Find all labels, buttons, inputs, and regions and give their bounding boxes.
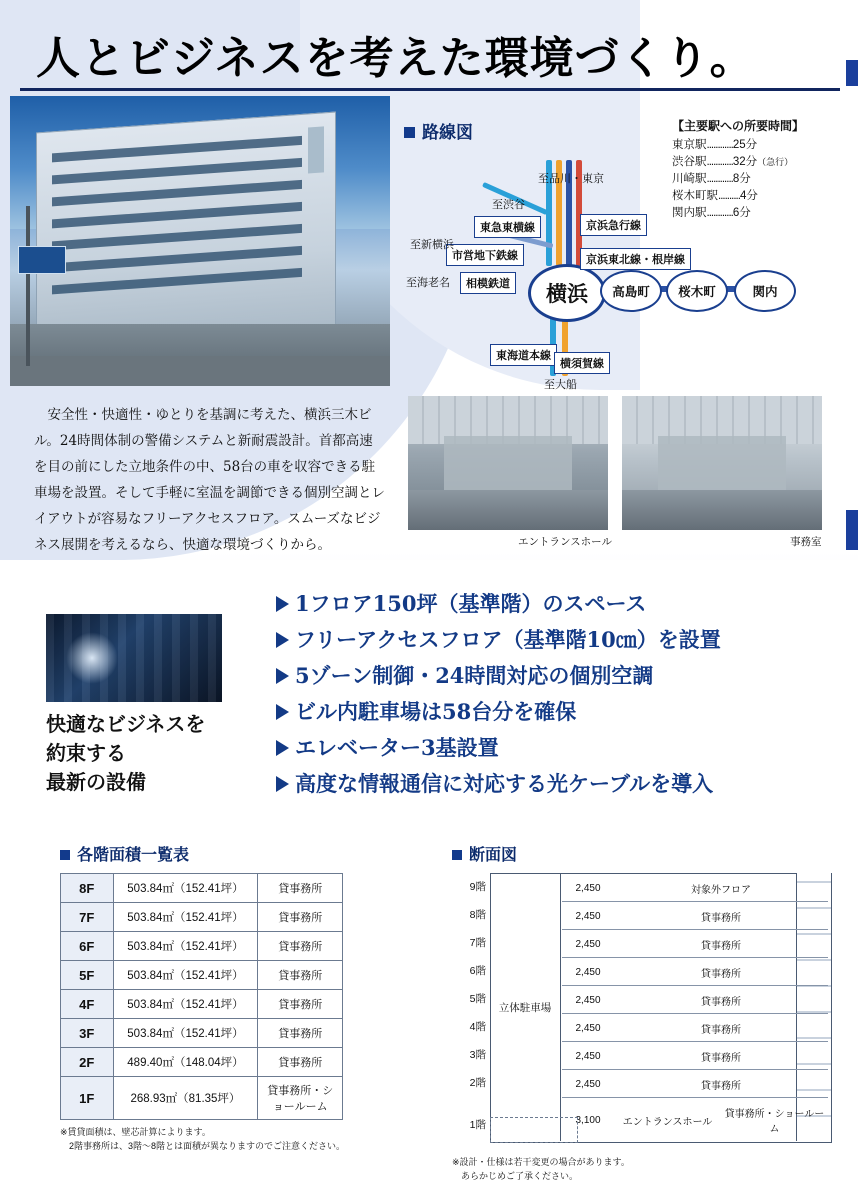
floor-label: 4階 xyxy=(469,1021,486,1033)
section-diagram xyxy=(452,873,842,1151)
features-heading-line1: 快適なビジネスを xyxy=(46,712,206,736)
floor-use: 貸事務所 xyxy=(701,968,741,980)
section-diagram-title: 断面図 xyxy=(452,842,844,865)
direction-shinagawa-tokyo: 至品川・東京 xyxy=(538,173,604,185)
area-cell: 503.84㎡（152.41坪） xyxy=(113,990,258,1019)
floor-label: 5階 xyxy=(469,993,486,1005)
use-cell: 貸事務所 xyxy=(258,1048,343,1077)
floor-surface xyxy=(408,490,608,530)
features-heading-line3: 最新の設備 xyxy=(46,770,146,794)
floor-cell: 2F xyxy=(61,1048,114,1077)
edge-mark-top xyxy=(846,60,858,86)
feature-item-label: フリーアクセスフロア（基準階10㎝）を設置 xyxy=(295,627,721,652)
floor-use: 貸事務所 xyxy=(701,940,741,952)
floor-height: 3,100 xyxy=(575,1114,601,1126)
floor-use: 貸事務所 xyxy=(701,912,741,924)
floor-cell: 5F xyxy=(61,961,114,990)
section-floor-row xyxy=(562,1015,828,1042)
floor-height: 2,450 xyxy=(575,1022,601,1034)
feature-item xyxy=(276,698,846,726)
building-exterior-photo xyxy=(10,96,390,386)
utility-pole xyxy=(26,206,30,366)
floor-cell: 1F xyxy=(61,1077,114,1120)
features-heading-line2: 約束する xyxy=(46,741,126,765)
line-label-city-subway: 市営地下鉄線 xyxy=(446,244,524,266)
use-cell: 貸事務所 xyxy=(258,990,343,1019)
triangle-bullet-icon xyxy=(276,632,289,648)
triangle-bullet-icon xyxy=(276,776,289,792)
section-floor-row xyxy=(562,959,828,986)
use-cell: 貸事務所 xyxy=(258,932,343,961)
page-title: 人とビジネスを考えた環境づくり。 xyxy=(36,33,755,84)
area-cell: 268.93㎡（81.35坪） xyxy=(113,1077,258,1120)
road xyxy=(10,356,390,386)
line-label-tokyu-toyoko: 東急東横線 xyxy=(474,216,541,238)
feature-item xyxy=(276,662,846,690)
entrance-hall-caption: エントランスホール xyxy=(518,536,612,548)
floor-area-note-2: 2階事務所は、3階〜8階とは面積が異なりますのでご注意ください。 xyxy=(60,1141,346,1151)
floor-height: 2,450 xyxy=(575,882,601,894)
route-map-title: 路線図 xyxy=(404,118,850,143)
table-row xyxy=(61,903,343,932)
section-floor-row xyxy=(562,1043,828,1070)
floor-use-secondary: 貸事務所・ショールーム xyxy=(724,1109,825,1135)
station-yokohama: 横浜 xyxy=(528,264,606,322)
floor-label: 7階 xyxy=(469,937,486,949)
feature-item-label: 1フロア150坪（基準階）のスペース xyxy=(295,591,647,616)
triangle-bullet-icon xyxy=(276,704,289,720)
area-cell: 503.84㎡（152.41坪） xyxy=(113,874,258,903)
use-cell: 貸事務所・ショールーム xyxy=(258,1077,343,1120)
station-sakuragicho: 桜木町 xyxy=(666,270,728,312)
travel-times-title: 【主要駅への所要時間】 xyxy=(672,119,805,133)
use-cell: 貸事務所 xyxy=(258,961,343,990)
floor-area-note-1: ※賃貸面積は、壁芯計算によります。 xyxy=(60,1127,211,1137)
area-cell: 503.84㎡（152.41坪） xyxy=(113,932,258,961)
bullet-square-icon xyxy=(60,850,70,860)
floor-surface xyxy=(622,490,822,530)
travel-time-row: 関内駅............6分 xyxy=(672,207,751,219)
floor-cell: 4F xyxy=(61,990,114,1019)
travel-time-row: 桜木町駅..........4分 xyxy=(672,190,758,202)
station-kannai: 関内 xyxy=(734,270,796,312)
floor-height: 2,450 xyxy=(575,1078,601,1090)
use-cell: 貸事務所 xyxy=(258,874,343,903)
floor-label: 3階 xyxy=(469,1049,486,1061)
feature-item xyxy=(276,770,846,798)
travel-time-row: 渋谷駅............32分（急行） xyxy=(672,156,794,168)
building-sign xyxy=(18,246,66,274)
foundation-outline xyxy=(490,1117,578,1143)
triangle-bullet-icon xyxy=(276,668,289,684)
area-cell: 489.40㎡（148.04坪） xyxy=(113,1048,258,1077)
floor-height: 2,450 xyxy=(575,1050,601,1062)
table-row xyxy=(61,932,343,961)
floor-area-table xyxy=(60,873,343,1120)
direction-ebina: 至海老名 xyxy=(406,277,450,289)
feature-item xyxy=(276,590,846,618)
floor-label: 6階 xyxy=(469,965,486,977)
section-floor-row xyxy=(562,875,828,902)
floor-height: 2,450 xyxy=(575,994,601,1006)
feature-item-label: 5ゾーン制御・24時間対応の個別空調 xyxy=(295,663,654,688)
wall-surface xyxy=(444,436,572,492)
floor-cell: 8F xyxy=(61,874,114,903)
floor-height: 2,450 xyxy=(575,910,601,922)
wall-surface xyxy=(658,436,786,492)
table-row xyxy=(61,1019,343,1048)
parking-label: 立体駐車場 xyxy=(498,1001,552,1014)
section-floor-row xyxy=(562,931,828,958)
roof-structure xyxy=(308,126,324,173)
feature-item xyxy=(276,734,846,762)
direction-shibuya: 至渋谷 xyxy=(492,199,525,211)
feature-item-label: エレベーター3基設置 xyxy=(295,735,499,760)
table-row xyxy=(61,990,343,1019)
floor-height: 2,450 xyxy=(575,938,601,950)
floor-use: 貸事務所 xyxy=(701,996,741,1008)
line-label-keihin-tohoku-negishi: 京浜東北線・根岸線 xyxy=(580,248,691,270)
section-floor-row-ground xyxy=(562,1099,828,1141)
section-note-1: ※設計・仕様は若干変更の場合があります。 xyxy=(452,1157,630,1167)
travel-time-row: 東京駅............25分 xyxy=(672,139,758,151)
floor-use: 対象外フロア xyxy=(691,884,751,896)
office-room-caption: 事務室 xyxy=(790,536,822,548)
direction-ofuna: 至大船 xyxy=(544,379,577,391)
feature-item xyxy=(276,626,846,654)
night-view-photo xyxy=(46,614,222,702)
floor-cell: 3F xyxy=(61,1019,114,1048)
features-list xyxy=(276,590,846,806)
floor-use: 貸事務所 xyxy=(701,1024,741,1036)
line-label-keikyu: 京浜急行線 xyxy=(580,214,647,236)
bullet-square-icon xyxy=(452,850,462,860)
line-label-tokaido: 東海道本線 xyxy=(490,344,557,366)
floor-use: 貸事務所 xyxy=(701,1052,741,1064)
route-map-section xyxy=(404,118,850,391)
section-diagram-section xyxy=(452,842,844,1183)
floor-use: 貸事務所 xyxy=(701,1080,741,1092)
section-floor-row xyxy=(562,1071,828,1098)
floor-height: 2,450 xyxy=(575,966,601,978)
feature-item-label: 高度な情報通信に対応する光ケーブルを導入 xyxy=(295,771,714,796)
bullet-square-icon xyxy=(404,127,415,138)
table-row xyxy=(61,874,343,903)
line-label-yokosuka: 横須賀線 xyxy=(554,352,610,374)
table-row xyxy=(61,961,343,990)
triangle-bullet-icon xyxy=(276,596,289,612)
area-cell: 503.84㎡（152.41坪） xyxy=(113,1019,258,1048)
use-cell: 貸事務所 xyxy=(258,903,343,932)
floor-label: 8階 xyxy=(469,909,486,921)
floor-use: エントランスホール xyxy=(622,1116,713,1128)
floor-label: 9階 xyxy=(469,881,486,893)
entrance-hall-photo xyxy=(408,396,608,530)
area-cell: 503.84㎡（152.41坪） xyxy=(113,903,258,932)
features-heading xyxy=(46,710,266,797)
direction-shin-yokohama: 至新横浜 xyxy=(410,239,454,251)
line-label-sotetsu: 相模鉄道 xyxy=(460,272,516,294)
travel-time-row: 川崎駅............8分 xyxy=(672,173,751,185)
route-map-diagram xyxy=(404,152,850,391)
section-floor-row xyxy=(562,987,828,1014)
edge-mark-middle xyxy=(846,510,858,550)
floor-label: 2階 xyxy=(469,1077,486,1089)
use-cell: 貸事務所 xyxy=(258,1019,343,1048)
floor-label: 1階 xyxy=(469,1119,486,1131)
table-row xyxy=(61,1077,343,1120)
table-row xyxy=(61,1048,343,1077)
light-glow xyxy=(66,632,118,684)
floor-cell: 7F xyxy=(61,903,114,932)
floor-area-table-title: 各階面積一覧表 xyxy=(60,842,390,865)
title-divider xyxy=(20,88,840,91)
section-floor-row xyxy=(562,903,828,930)
triangle-bullet-icon xyxy=(276,740,289,756)
intro-paragraph: 安全性・快適性・ゆとりを基調に考えた、横浜三木ビル。24時間体制の警備システムと新耐震設計。首都高速を目の前にした立地条件の中、58台の車を収容できる駐車場を設置。そして手軽に室温を調節できる個別空調とレイアウトが容易なフリーアクセスフロア。スムーズなビジネス展開を考えるなら、快適な環境づくりから。 xyxy=(34,407,385,553)
floor-cell: 6F xyxy=(61,932,114,961)
office-room-photo xyxy=(622,396,822,530)
station-takashimacho: 高島町 xyxy=(600,270,662,312)
section-note-2: あらかじめご了承ください。 xyxy=(452,1171,579,1181)
feature-item-label: ビル内駐車場は58台分を確保 xyxy=(295,699,577,724)
area-cell: 503.84㎡（152.41坪） xyxy=(113,961,258,990)
floor-area-table-section xyxy=(60,842,390,1153)
